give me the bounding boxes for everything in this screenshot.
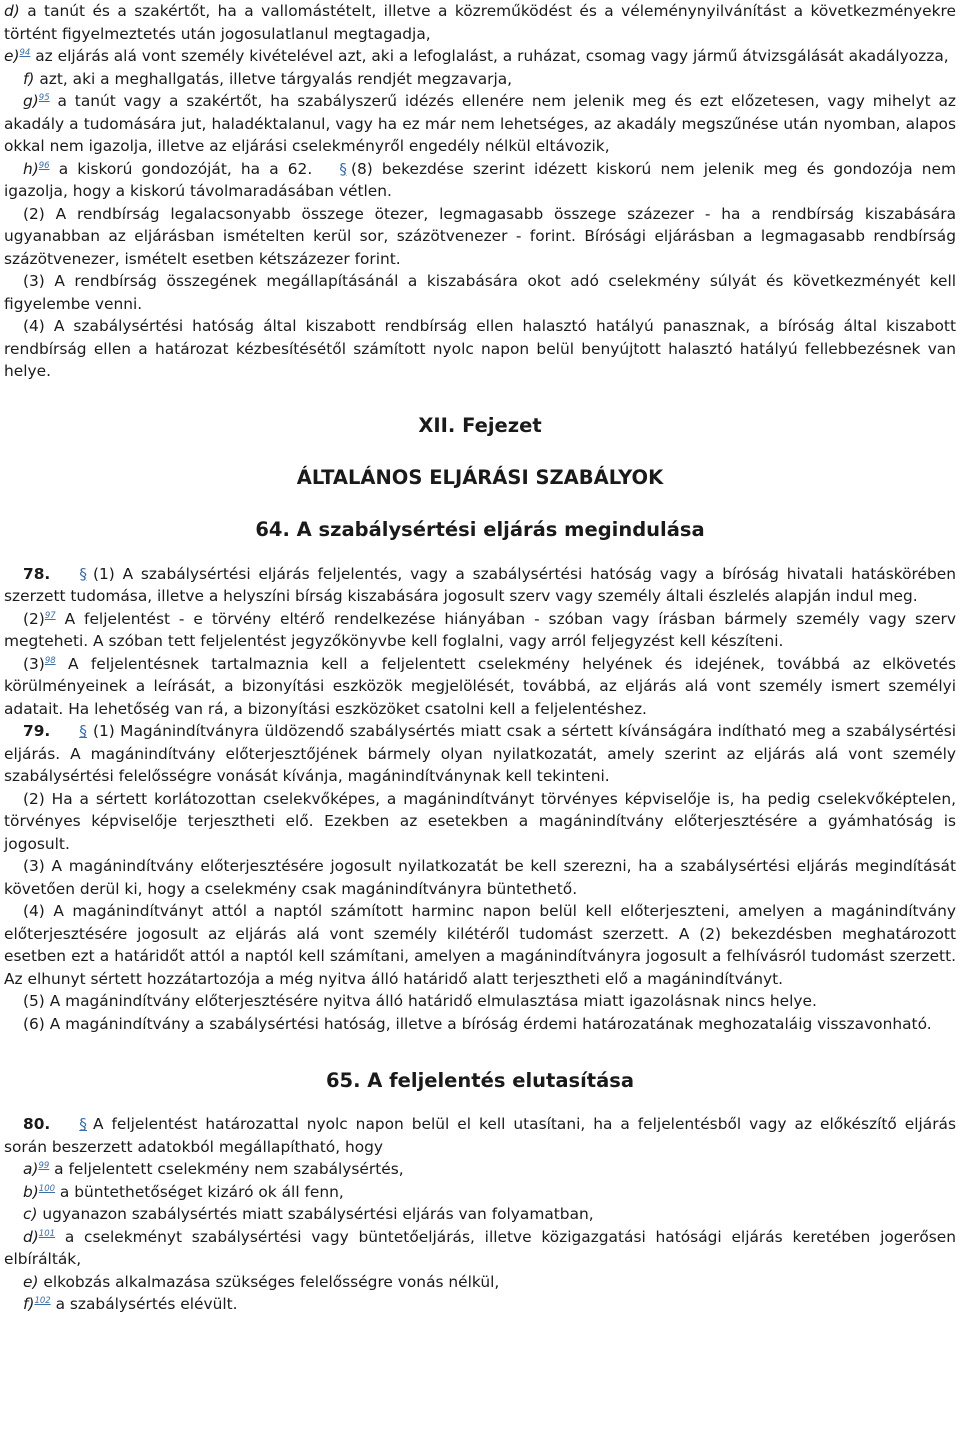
section-number: 80. <box>23 1115 51 1133</box>
item-label: d) <box>4 2 20 20</box>
document-page <box>4 0 956 1316</box>
item-label: a) <box>23 1160 39 1178</box>
section-78-paragraph-1 <box>4 563 956 608</box>
paragraph-sign-link[interactable]: § <box>79 564 87 583</box>
item-label: h) <box>23 159 39 178</box>
item-text: ugyanazon szabálysértés miatt szabálysértési eljárás van folyamatban, <box>42 1205 594 1223</box>
item-label: e) <box>23 1272 39 1291</box>
item-d <box>4 0 956 45</box>
paragraph-number: (2) <box>23 609 45 628</box>
section-number: 78. <box>23 564 51 583</box>
chapter-title: XII. Fejezet <box>418 413 542 437</box>
paragraph-text: (1) Magánindítványra üldözendő szabálysértés miatt csak a sértett kívánságára indítható meg a szabálysértési eljárás. A magánindítvány előterjesztőjének bármely olyan nyilatkozatát, amely szerint az eljárás alá vont személy szabálysértési felelősségre vonását kívánja, magánindítványnak kell tekinteni. <box>4 722 956 785</box>
footnote-link[interactable]: 94 <box>19 48 31 58</box>
item-text: elkobzás alkalmazása szükséges felelősségre vonás nélkül, <box>43 1272 500 1291</box>
paragraph-sign-link[interactable]: § <box>79 722 87 740</box>
item-text: az eljárás alá vont személy kivételével azt, aki a lefoglalást, a ruházat, csomag vagy jármű átvizsgálását akadályozza, <box>35 47 949 65</box>
paragraph-2: (2) A rendbírság legalacsonyabb összege ötezer, legmagasabb összege százezer - ha a rendbírság kiszabására ugyanabban az eljárásban ismételten kerül sor, százötvenezer - forint. Bírósági eljárásban a legmagasabb rendbírság százötvenezer, ismételt esetben kétszázezer forint. <box>4 204 956 268</box>
section-80-intro <box>4 1113 956 1158</box>
item-text: azt, aki a meghallgatás, illetve tárgyalás rendjét megzavarja, <box>39 69 513 88</box>
section-78-paragraph-2 <box>4 608 956 653</box>
item-text: a szabálysértés elévült. <box>55 1295 238 1313</box>
section-79-paragraph-4: (4) A magánindítványt attól a naptól számított harminc napon belül kell előterjeszteni, amelyen a magánindítvány előterjesztésére jogosult az eljárás alá vont személy kilétéről tudomást szerzett. A (2) bekezdésben meghatározott esetben ezt a határidőt attól a naptól kell számítani, amelyen a magánindítványra jogosult a felhívásról tudomást szerzett. Az elhunyt sértett hozzátartozója a még nyitva álló határidő alatt terjesztheti elő a magánindítványt. <box>4 902 956 988</box>
paragraph-text: A feljelentést - e törvény eltérő rendelkezése hiányában - szóban vagy írásban bármely személy vagy szerv megteheti. A szóban tett feljelentést jegyzőkönyvbe kell foglalni, vagy arról feljegyzést kell készíteni. <box>4 609 956 650</box>
footnote-link[interactable]: 101 <box>38 1228 56 1239</box>
section-65-heading: 65. A feljelentés elutasítása <box>325 1069 635 1092</box>
footnote-link[interactable]: 97 <box>44 610 56 621</box>
item-text: a feljelentett cselekmény nem szabálysértés, <box>54 1160 404 1178</box>
section-80-item-d <box>4 1226 956 1271</box>
item-text: a tanút vagy a szakértőt, ha szabályszerű idézés ellenére nem jelenik meg és ezt előzetesen, vagy mihelyt az akadály a tudomására jut, haladéktalanul, vagy ha ez már nem lehetséges, az akadály megszűnése után nyomban, alapos okkal nem igazolja, illetve az eljárási cselekményről engedély nélkül eltávozik, <box>4 92 956 155</box>
item-text: (8) bekezdése szerint idézett kiskorú nem jelenik meg és gondozója nem igazolja, hogy a kiskorú távolmaradásában vétlen. <box>4 159 957 200</box>
item-h <box>4 158 956 203</box>
paragraph-3: (3) A rendbírság összegének megállapításánál a kiszabására okot adó cselekmény súlyát és következményét kell figyelembe venni. <box>4 272 956 313</box>
paragraph-number: (3) <box>23 654 45 673</box>
footnote-link[interactable]: 96 <box>38 160 50 171</box>
item-label: c) <box>23 1205 38 1223</box>
section-64-heading: 64. A szabálysértési eljárás megindulása <box>255 517 705 541</box>
item-text: a cselekményt szabálysértési vagy büntetőeljárás, illetve közigazgatási hatósági eljárás keretében jogerősen elbírálták, <box>4 1227 956 1268</box>
paragraph-text: A feljelentésnek tartalmaznia kell a feljelentett cselekmény helyének és idejének, továbbá az elkövetés körülményeinek a leírását, a bizonyítási eszközök megjelölését, továbbá, az eljárás alá vont személy ismert személyi adatait. Ha lehetőség van rá, a bizonyítási eszközöket csatolni kell a feljelentéshez. <box>4 654 956 718</box>
item-label: e) <box>4 47 20 65</box>
section-79-paragraph-6: (6) A magánindítvány a szabálysértési hatóság, illetve a bíróság érdemi határozatának meghozataláig visszavonható. <box>23 1014 932 1033</box>
section-78-paragraph-3 <box>4 653 956 721</box>
paragraph-text: A feljelentést határozattal nyolc napon belül el kell utasítani, ha a feljelentésből vagy az előkészítő eljárás során beszerzett adatokból megállapítható, hogy <box>4 1115 956 1156</box>
footnote-link[interactable]: 99 <box>38 1161 50 1171</box>
paragraph-4: (4) A szabálysértési hatóság által kiszabott rendbírság ellen halasztó hatályú panasznak, a bíróság által kiszabott rendbírság ellen a határozat kézbesítésétől számított nyolc napon belül benyújtott halasztó hatályú fellebbezésnek van helye. <box>4 317 956 380</box>
section-79-paragraph-2: (2) Ha a sértett korlátozottan cselekvőképes, a magánindítványt törvényes képviselője is, ha pedig cselekvőképtelen, törvényes képviselője terjesztheti elő. Ezekben az esetekben a magánindítvány előterjesztésére a gyámhatóság is jogosult. <box>4 789 956 853</box>
item-label: f) <box>23 1295 35 1313</box>
section-80-item-a <box>4 1158 956 1181</box>
item-label: f) <box>23 69 35 88</box>
paragraph-sign-link[interactable]: § <box>339 159 347 178</box>
section-79-paragraph-5: (5) A magánindítvány előterjesztésére nyitva álló határidő elmulasztása miatt igazolásnak nincs helye. <box>23 992 817 1010</box>
item-label: d) <box>23 1227 39 1246</box>
item-g <box>4 90 956 158</box>
footnote-link[interactable]: 95 <box>38 93 50 103</box>
item-f <box>4 68 956 91</box>
section-number: 79. <box>23 722 51 740</box>
item-text: a büntethetőséget kizáró ok áll fenn, <box>59 1182 344 1201</box>
paragraph-text: (1) A szabálysértési eljárás feljelentés, vagy a szabálysértési hatóság vagy a bíróság hivatali hatáskörében szerzett tudomása, illetve a helyszíni bírság kiszabására jogosult szerv vagy személy általi észlelés alapján indul meg. <box>4 564 956 605</box>
chapter-subtitle: ÁLTALÁNOS ELJÁRÁSI SZABÁLYOK <box>296 465 664 489</box>
item-label: g) <box>23 92 39 110</box>
item-text: a kiskorú gondozóját, ha a 62. <box>58 159 313 178</box>
section-80-item-e <box>4 1271 956 1294</box>
item-text: a tanút és a szakértőt, ha a vallomástételt, illetve a közreműködést és a véleménynyilvánítást a következményekre történt figyelmeztetés után jogosulatlanul megtagadja, <box>4 2 956 43</box>
footnote-link[interactable]: 98 <box>44 655 56 666</box>
section-80-item-b <box>4 1181 956 1204</box>
paragraph-sign-link[interactable]: § <box>79 1115 87 1133</box>
section-80-item-c <box>4 1203 956 1226</box>
section-80-item-f <box>4 1293 956 1316</box>
item-label: b) <box>23 1182 39 1201</box>
section-79-paragraph-1 <box>4 720 956 788</box>
footnote-link[interactable]: 102 <box>34 1296 51 1306</box>
item-e <box>4 45 956 68</box>
section-79-paragraph-3: (3) A magánindítvány előterjesztésére jogosult nyilatkozatát be kell szerezni, ha a szabálysértési eljárás megindítását követően derül ki, hogy a cselekmény csak magánindítványra büntethető. <box>4 857 956 898</box>
footnote-link[interactable]: 100 <box>38 1183 56 1194</box>
